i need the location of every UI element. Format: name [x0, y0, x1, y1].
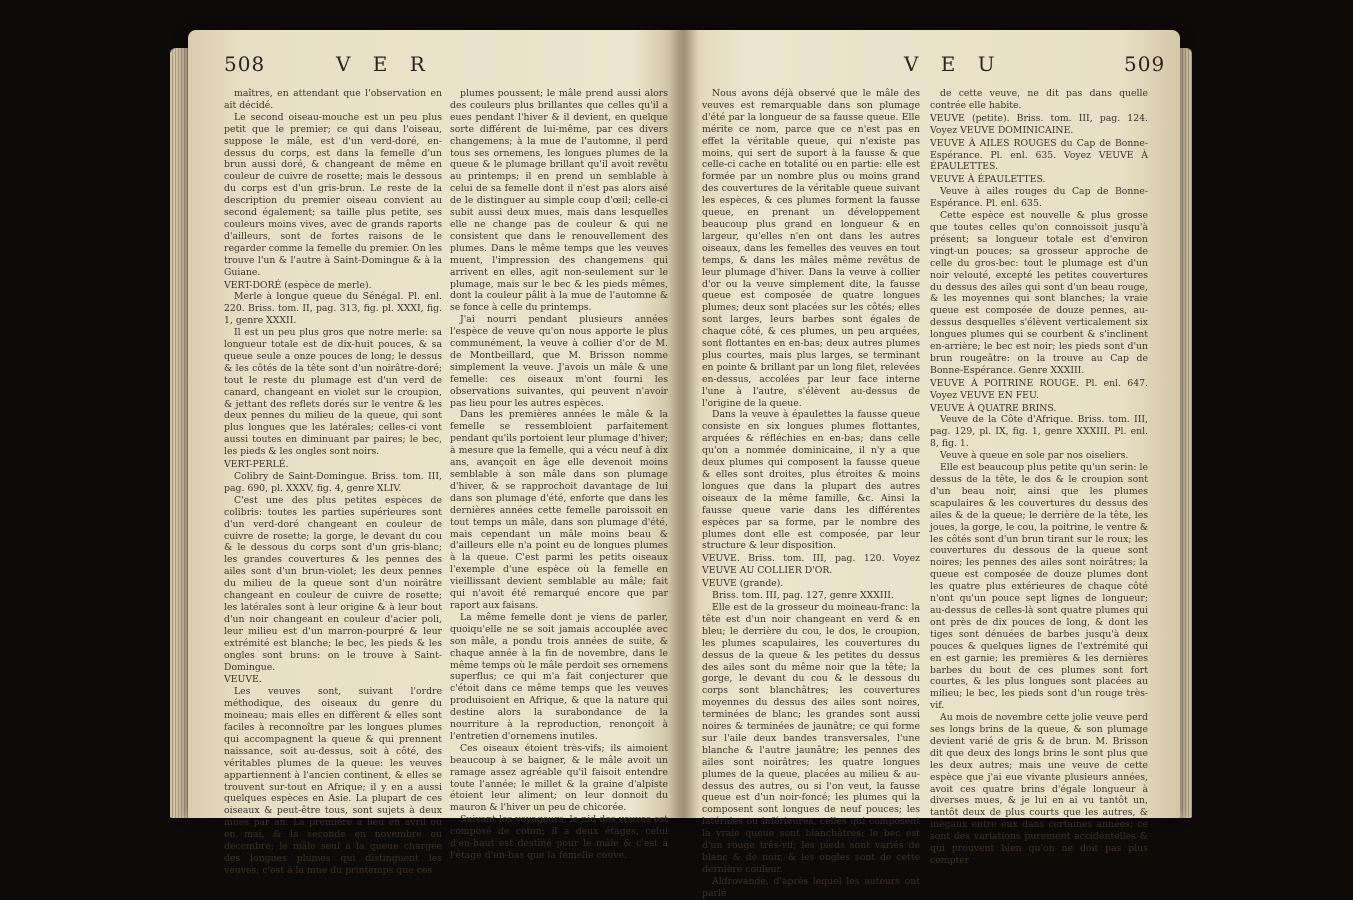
paragraph: Il est un peu plus gros que notre merle: sa longueur totale est de dix-huit pouces, & sa queue seule a onze pouces de long; le dessus & les côtés de la tête sont d'un noirâtre-doré; tout le reste du plumage est d'un verd de canard, changeant en violet sur le croupion, & jettant des reflets dorés sur le ventre & les deux pennes du milieu de la queue, qui sont plus longues que les latérales; celles-ci vont aussi toutes en diminuant par paires; le bec, les pieds & les ongles sont noirs. — [224, 327, 442, 458]
entry-heading: VEUVE À QUATRE BRINS. — [930, 402, 1057, 414]
entry-heading: VEUVE À POITRINE ROUGE. Pl. enl. 647. Voyez VEUVE EN FEU. — [930, 377, 1148, 401]
running-title: V E U — [904, 52, 1003, 76]
paragraph: plumes poussent; le mâle prend aussi alors des couleurs plus brillantes que celles qu'il a eues pendant l'hiver & il devient, en quelque sorte différent de lui-même, par ces divers changemens; à la mue de l'automne, il perd tous ses ornemens, les longues plumes de la queue & le plumage brillant qu'il avoit revêtu au printemps; il en prend un semblable à celui de sa femelle dont il n'est pas alors aisé de le distinguer au simple coup d'œil; celle-ci subit aussi deux mues, mais dans lesquelles elle ne change pas de couleur & qui ne consistent que dans le renouvellement des plumes. Dans le même temps que les veuves muent, l'impression des changemens qui arrivent en elles, agit non-seulement sur le plumage, mais sur le bec & les pieds mêmes, dont la couleur pâlit à la mue de l'automne & se fonce à celle du printemps. — [450, 88, 668, 314]
entry-heading: VEUVE À AILES ROUGES du Cap de Bonne-Espérance. Pl. enl. 635. Voyez VEUVE À ÉPAULETTES. — [930, 137, 1148, 173]
paragraph: Aldrovande, d'après lequel les auteurs ont parlé — [702, 875, 920, 899]
book-spread — [188, 30, 1180, 899]
synonym-line: Veuve de la Côte d'Afrique. Briss. tom. III, pag. 129, pl. IX, fig. 1, genre XXXIII. Pl. enl. 8, fig. 1. — [930, 414, 1148, 450]
entry-heading: VEUVE. — [224, 674, 262, 686]
paragraph: maîtres, en attendant que l'observation en ait décidé. — [224, 88, 442, 111]
paragraph: Suivant les voyageurs, le nid des veuves est composé de coton; il a deux étages, celui d'en-haut est destiné pour le mâle & c'est à l'étage d'en-bas que la femelle couve. — [450, 814, 668, 861]
right-page — [684, 30, 1180, 899]
left-column-2 — [450, 88, 668, 862]
left-page-header — [188, 52, 684, 82]
page-number: 509 — [1124, 52, 1166, 76]
synonym-line: Veuve à ailes rouges du Cap de Bonne-Espérance. Pl. enl. 635. — [930, 186, 1148, 210]
paragraph: La même femelle dont je viens de parler, quoiqu'elle ne se soit jamais accouplée avec son mâle, a pondu trois années de suite, & chaque année à la fin de novembre, dans le même temps où le mâle perdoit ses ornemens superflus; ce qui m'a fait conjecturer que c'étoit dans ce même temps que les veuves produisoient en Afrique, & que la nature qui destine alors la surabondance de la nourriture à la reproduction, renonçoit à l'entretien d'ornemens inutiles. — [450, 611, 668, 742]
paragraph: Ces oiseaux étoient très-vifs; ils aimoient beaucoup à se baigner, & le mâle avoit un ramage assez agréable qu'il faisoit entendre toute l'année; le millet & la graine d'alpiste étoient leur aliment; on leur donnoit du mauron & l'hiver un peu de chicorée. — [450, 742, 668, 814]
paragraph: Dans les premières années le mâle & la femelle se ressembloient parfaitement pendant qu'ils portoient leur plumage d'hiver; à mesure que la femelle, qui a vécu neuf à dix ans, avançoit en âge elle devenoit moins semblable à son mâle dans son plumage d'hiver, & se rapprochoit davantage de lui dans son plumage d'été, enforte que dans les dernières années cette femelle paroissoit en tout temps un mâle, dans son plumage d'été, mais cependant un mâle moins beau & d'ailleurs elle n'a point eu de longues plumes à la queue. C'est parmi les petits oiseaux l'exemple d'une espèce où la femelle en vieillissant devient semblable au mâle; fait qui n'avoit été remarqué encore que par raport aux faisans. — [450, 409, 668, 611]
entry-heading: VERT-DORÉ (espèce de merle). — [224, 279, 372, 291]
paragraph: J'ai nourri pendant plusieurs années l'espèce de veuve qu'on nous apporte le plus communément, la veuve à collier d'or de M. de Montbeillard, que M. Brisson nomme simplement la veuve. J'avois un mâle & une femelle: ces oiseaux m'ont fourni les observations suivantes, qui peuvent n'avoir pas lieu pour les autres espèces. — [450, 314, 668, 409]
entry-heading: VEUVE. Briss. tom. III, pag. 120. Voyez VEUVE AU COLLIER D'OR. — [702, 553, 920, 577]
right-page-header — [684, 52, 1180, 82]
paragraph: Les veuves sont, suivant l'ordre méthodique, des oiseaux du genre du moineau; mais elles en diffèrent & elles sont faciles à reconnoître par les longues plumes qui accompagnent la queue & qui prennent naissance, soit au-dessus, soit à côté, des véritables plumes de la queue: les veuves appartiennent à l'ancien continent, & elles se trouvent sur-tout en Afrique; il y en a aussi quelques espèces en Asie. La plupart de ces oiseaux & peut-être tous, sont sujets à deux mues par an. La première a lieu en avril ou en mai, & la seconde en novembre ou decembre; le mâle seul a la queue chargée des longues plumes qui distinguent les veuves; c'est à la mue du printemps que ces — [224, 686, 442, 876]
paragraph: Nous avons déjà observé que le mâle des veuves est remarquable dans son plumage d'été par la longueur de sa fausse queue. Elle mérite ce nom, parce que ce n'est pas en effet la véritable queue, qui n'existe pas moins, qui sert de suport à la fausse & que celle-ci cache en totalité ou en partie: elle est formée par un nombre plus ou moins grand des couvertures de la véritable queue suivant les espèces, & ces plumes forment la fausse queue, en prenant un développement beaucoup plus grand en longueur & en largeur, qu'elles n'en ont dans les autres oiseaux, dans les femelles des veuves en tout temps, & dans les mâles même revêtus de leur plumage d'hiver. Dans la veuve à collier d'or ou la veuve simplement dite, la fausse queue est composée de quatre longues plumes; deux sont placées sur les côtés; elles sont larges, leurs barbes sont égales de chaque côté, & ces plumes, un peu arquées, sont flottantes en en-bas; deux autres plumes plus courtes, mais plus larges, se terminant en pointe & brillant par un long filet, relevées en-dessus, accolées par leur face interne l'une à l'autre, s'élèvent au-dessus de l'origine de la queue. — [702, 88, 920, 409]
page-number: 508 — [224, 52, 266, 76]
left-column-1 — [224, 88, 442, 877]
paragraph: Au mois de novembre cette jolie veuve perd ses longs brins de la queue, & son plumage devient varié de gris & de brun. M. Brisson dit que deux des longs brins le sont plus que les deux autres; mais une veuve de cette espèce que j'ai eue vivante plusieurs années, avoit ces quatre brins d'égale longueur à diverses mues, & je lui en ai vu tantôt un, tantôt deux de plus courts que les autres, & inégaux entre eux dans certaines années; ce sont des variations purement accidentelles & qui prouvent bien qu'on ne doit pas plus compter — [930, 712, 1148, 866]
entry-heading: VEUVE À ÉPAULETTES. — [930, 174, 1046, 186]
paragraph: de cette veuve, ne dit pas dans quelle contrée elle habite. — [930, 88, 1148, 111]
paragraph: Elle est beaucoup plus petite qu'un serin: le dessus de la tête, le dos & le croupion sont d'un beau noir, ainsi que les plumes scapulaires & les couvertures du dessus des ailes & de la queue; le derrière de la tête, les joues, la gorge, le cou, la poitrine, le ventre & les côtés sont d'un brun tirant sur le roux; les couvertures du dessous de la queue sont noires; les pennes des ailes sont noirâtres; la queue est composée de douze plumes dont les quatre plus extérieures de chaque côté n'ont qu'un pouce sept lignes de longueur; au-dessus de celles-là sont quatre plumes qui ont près de dix pouces de long, & dont les tiges sont dénuées de barbes jusqu'à deux pouces & quelques lignes de l'extrémité qui en est garnie; les premières & les dernières barbes du bout de ces plumes sont fort courtes, & les plus longues sont placées au milieu; le bec, les pieds sont d'un rouge très-vif. — [930, 462, 1148, 712]
right-column-1 — [702, 88, 920, 900]
synonym-line: Veuve à queue en sole par nos oiseliers. — [940, 450, 1129, 462]
entry-heading: VEUVE (grande). — [702, 578, 784, 590]
entry-heading: VERT-PERLÉ. — [224, 459, 289, 471]
synonym-line: Merle à longue queue du Sénégal. Pl. enl. 220. Briss. tom. II, pag. 313, fig. pl. XXXI, fig. 1, genre XXXII. — [224, 291, 442, 327]
paragraph: Le second oiseau-mouche est un peu plus petit que le premier; ce qui dans l'oiseau, suppose le mâle, est d'un verd-doré, en-dessus du corps, est dans la femelle d'un brun aussi doré, & changeant de même en couleur de cuivre de rosette; mais le dessous du corps est d'un gris-brun. Le reste de la description du premier oiseau convient au second également; sa taille plus petite, ses couleurs moins vives, avec de grands raports d'ailleurs, sont de fortes raisons de le regarder comme la femelle du premier. On les trouve l'un & l'autre à Saint-Domingue & à la Guiane. — [224, 111, 442, 278]
synonym-line: Briss. tom. III, pag. 127, genre XXXIII. — [712, 590, 894, 602]
right-column-2 — [930, 88, 1148, 867]
entry-heading: VEUVE (petite). Briss. tom. III, pag. 124. Voyez VEUVE DOMINICAINE. — [930, 112, 1148, 136]
paragraph: Elle est de la grosseur du moineau-franc: la tête est d'un noir changeant en verd & en bleu; le derrière du cou, le dos, le croupion, les plumes scapulaires, les couvertures du dessus de la queue & les petites du dessus des ailes sont du même noir que la tête; la gorge, le devant du cou & le dessous du corps sont blanchâtres; les couvertures moyennes du dessus des ailes sont noires, terminées de blanc; les grandes sont aussi noires & terminées de jaunâtre; ce qui forme sur l'aile deux bandes transversales, l'une blanche & l'autre jaunâtre; les pennes des ailes sont noirâtres; les quatre longues plumes de la queue, placées au milieu & au-dessus des autres, ou si l'on veut, la fausse queue est d'un noir-foncé; les plumes qui la composent sont longues de neuf pouces; les latérales ou inférieures, celles qui composent la vraie queue sont blanchâtres; le bec est d'un rouge très-vif; les pieds sont variés de blanc & de noir, & les ongles sont de cette dernière couleur. — [702, 601, 920, 875]
paragraph: C'est une des plus petites espèces de colibris: toutes les parties supérieures sont d'un verd-doré changeant en couleur de cuivre de rosette; la gorge, le devant du cou & le dessous du corps sont d'un gris-blanc; les grandes couvertures & les pennes des ailes sont d'un brun-violet; les deux pennes du milieu de la queue sont d'un noirâtre changeant en couleur de cuivre de rosette; les latérales sont à leur origine & à leur bout d'un noir changeant en couleur d'acier poli, leur milieu est d'un marron-pourpré & leur extrémité est blanche; le bec, les pieds & les ongles sont bruns: on le trouve à Saint-Domingue. — [224, 494, 442, 673]
running-title: V E R — [336, 52, 433, 76]
paragraph: Cette espèce est nouvelle & plus grosse que toutes celles qu'on connoissoit jusqu'à présent; sa longueur totale est d'environ vingt-un pouces; sa grosseur approche de celle du gros-bec: tout le plumage est d'un noir velouté, excepté les petites couvertures du dessus des ailes qui sont d'un beau rouge, & les moyennes qui sont blanches; la vraie queue est composée de douze pennes, au-dessus desquelles s'élèvent verticalement six longues plumes qui se courbent & s'inclinent en-arrière; le bec est noir; les pieds sont d'un brun rougeâtre: on la trouve au Cap de Bonne-Espérance. Genre XXXIII. — [930, 210, 1148, 376]
left-page — [188, 30, 684, 876]
paragraph: Dans la veuve à épaulettes la fausse queue consiste en six longues plumes flottantes, arquées & réfléchies en en-bas; dans celle qu'on a nommée dominicaine, il n'y a que deux plumes qui composent la fausse queue & elles sont droites, plus étroites & moins longues que dans la plupart des autres oiseaux de la même famille, &c. Ainsi la fausse queue varie dans les différentes espèces par sa forme, par le nombre des plumes dont elle est composée, par leur structure & leur disposition. — [702, 409, 920, 552]
synonym-line: Colibry de Saint-Domingue. Briss. tom. III, pag. 690, pl. XXXV, fig. 4, genre XLIV. — [224, 471, 442, 494]
